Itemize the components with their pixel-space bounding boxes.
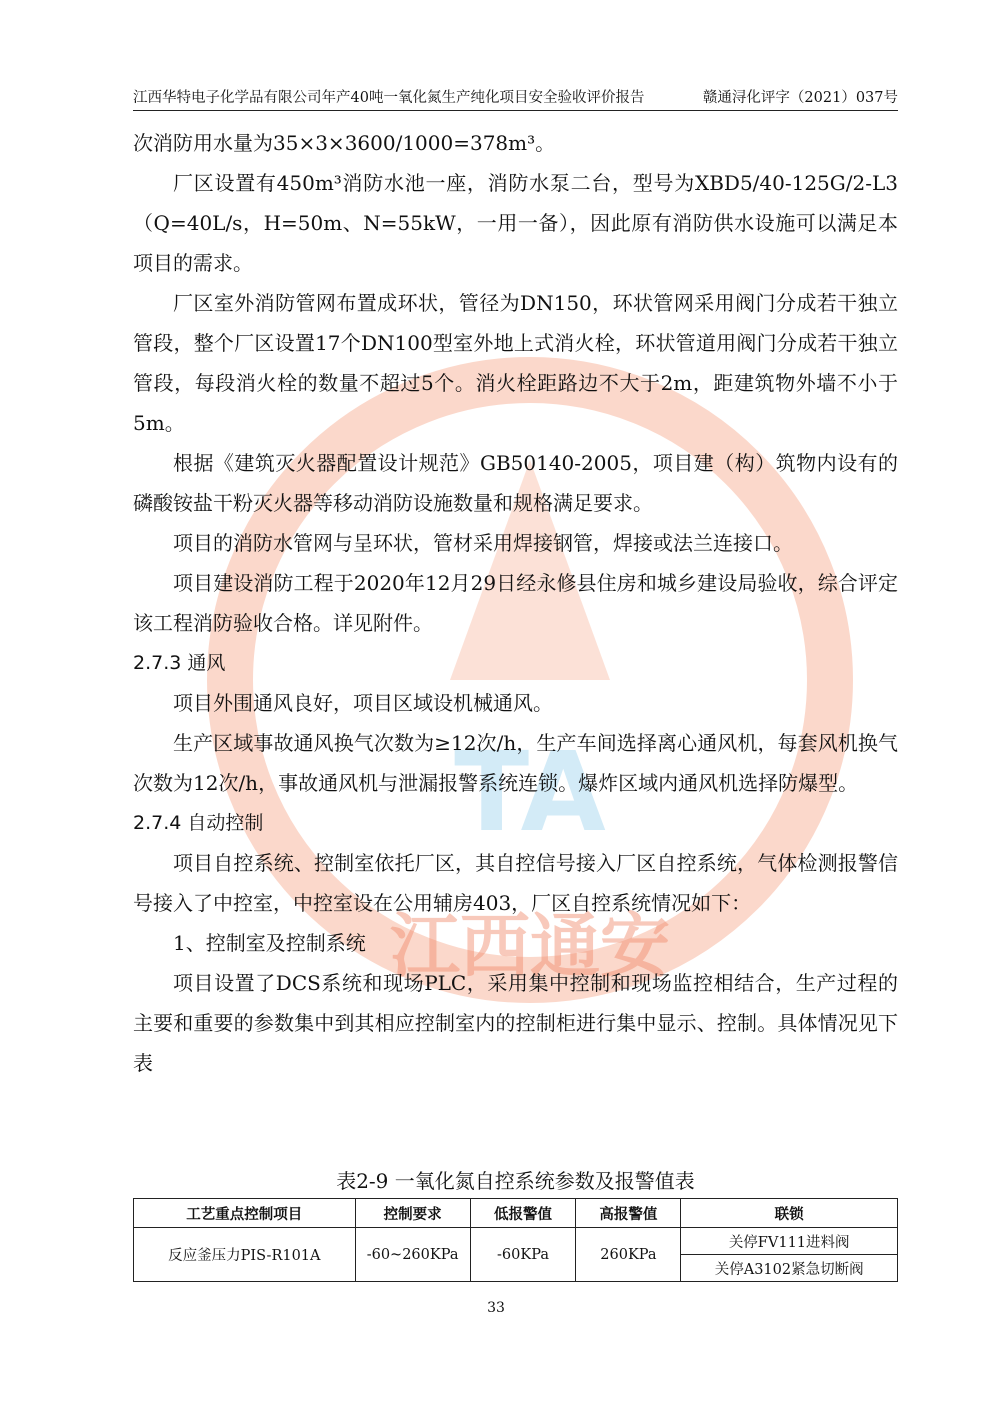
paragraph: 项目的消防水管网与呈环状，管材采用焊接钢管，焊接或法兰连接口。 bbox=[173, 531, 793, 555]
column-header: 低报警值 bbox=[470, 1199, 576, 1228]
page-number: 33 bbox=[487, 1300, 505, 1316]
paragraph: 项目自控系统、控制室依托厂区，其自控信号接入厂区自控系统，气体检测报警信号接入了中控室，中控室设在公用辅房403，厂区自控系统情况如下： bbox=[133, 851, 898, 915]
column-header: 工艺重点控制项目 bbox=[134, 1199, 356, 1228]
page-header bbox=[133, 86, 898, 111]
paragraph: 生产区域事故通风换气次数为≥12次/h，生产车间选择离心通风机，每套风机换气次数为12次/h，事故通风机与泄漏报警系统连锁。爆炸区域内通风机选择防爆型。 bbox=[133, 731, 898, 795]
control-parameter-table bbox=[133, 1198, 898, 1282]
cell-interlock: 关停FV111进料阀 bbox=[681, 1228, 898, 1255]
paragraph: 厂区室外消防管网布置成环状，管径为DN150，环状管网采用阀门分成若干独立管段，整个厂区设置17个DN100型室外地上式消火栓，环状管道用阀门分成若干独立管段，每段消火栓的数量不超过5个。消火栓距路边不大于2m，距建筑物外墙不小于5m。 bbox=[133, 291, 898, 435]
header-report-title: 江西华特电子化学品有限公司年产40吨一氧化氮生产纯化项目安全验收评价报告 bbox=[133, 90, 645, 106]
cell-requirement: -60~260KPa bbox=[355, 1228, 470, 1282]
cell-low-alarm: -60KPa bbox=[470, 1228, 576, 1282]
column-header: 联锁 bbox=[681, 1199, 898, 1228]
paragraph: 1、控制室及控制系统 bbox=[173, 931, 366, 955]
svg-text:TA: TA bbox=[454, 728, 606, 856]
paragraph: 项目设置了DCS系统和现场PLC，采用集中控制和现场监控相结合，生产过程的主要和重要的参数集中到其相应控制室内的控制柜进行集中显示、控制。具体情况见下表 bbox=[133, 971, 898, 1075]
table-caption: 表2-9 一氧化氮自控系统参数及报警值表 bbox=[336, 1169, 695, 1193]
svg-text:江西通安: 江西通安 bbox=[390, 905, 670, 987]
table-header-row bbox=[134, 1199, 898, 1228]
column-header: 高报警值 bbox=[576, 1199, 681, 1228]
table-row bbox=[134, 1228, 898, 1255]
column-header: 控制要求 bbox=[355, 1199, 470, 1228]
paragraph: 厂区设置有450m³消防水池一座，消防水泵二台，型号为XBD5/40-125G/2-L3（Q=40L/s，H=50m、N=55kW，一用一备），因此原有消防供水设施可以满足本项目的需求。 bbox=[133, 171, 898, 275]
paragraph: 次消防用水量为35×3×3600/1000=378m³。 bbox=[133, 131, 556, 155]
document-body bbox=[133, 123, 898, 1083]
section-heading: 2.7.4 自动控制 bbox=[133, 812, 264, 834]
paragraph: 项目建设消防工程于2020年12月29日经永修县住房和城乡建设局验收，综合评定该工程消防验收合格。详见附件。 bbox=[133, 571, 898, 635]
header-report-number: 赣通浔化评字（2021）037号 bbox=[702, 90, 898, 106]
paragraph: 项目外围通风良好，项目区域设机械通风。 bbox=[173, 691, 553, 715]
cell-high-alarm: 260KPa bbox=[576, 1228, 681, 1282]
section-heading: 2.7.3 通风 bbox=[133, 652, 226, 674]
cell-interlock: 关停A3102紧急切断阀 bbox=[681, 1255, 898, 1282]
paragraph: 根据《建筑灭火器配置设计规范》GB50140-2005，项目建（构）筑物内设有的磷酸铵盐干粉灭火器等移动消防设施数量和规格满足要求。 bbox=[133, 451, 898, 515]
cell-control-item: 反应釜压力PIS-R101A bbox=[134, 1228, 356, 1282]
